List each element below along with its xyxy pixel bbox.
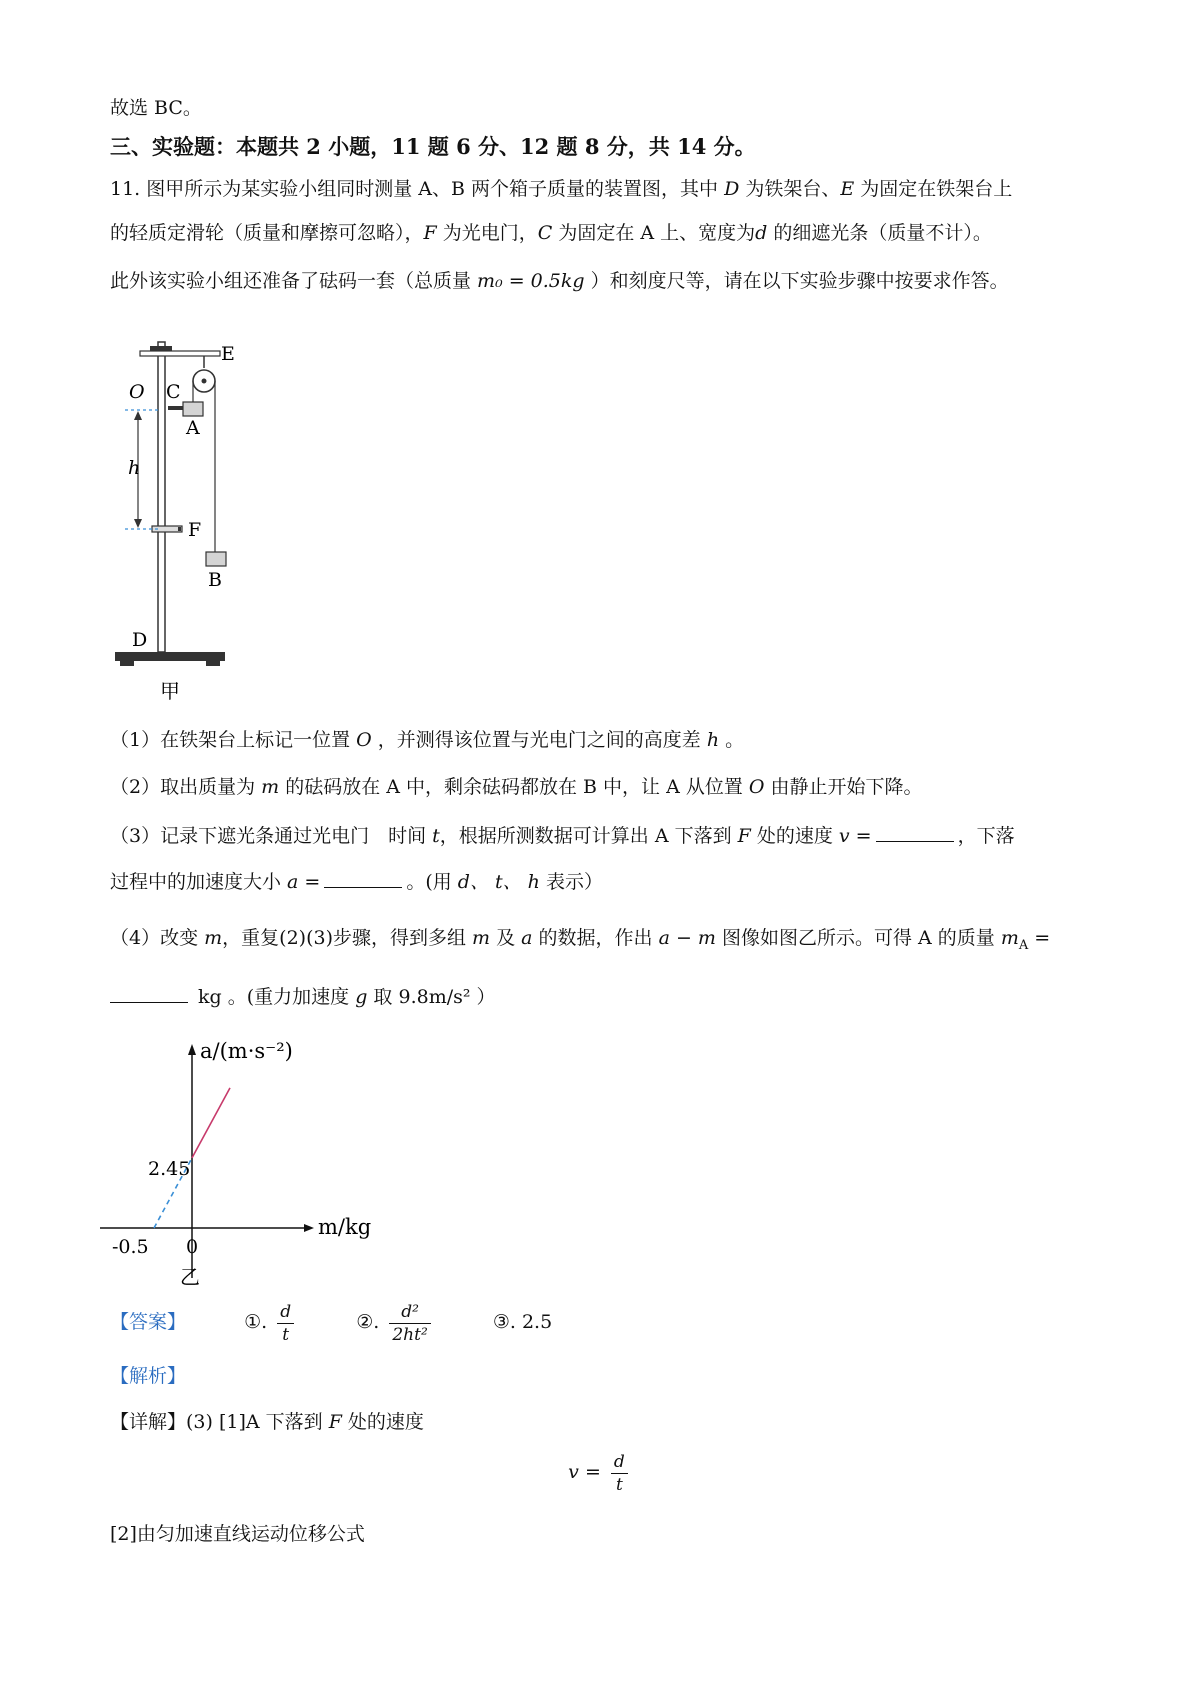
numerator: d — [277, 1301, 294, 1324]
symbol-D: D — [724, 178, 740, 200]
detail-label: 【详解】 — [110, 1411, 187, 1433]
subscript-A: A — [1018, 937, 1029, 953]
figure-caption-yi: 乙 — [180, 1265, 200, 1289]
q11-line-3 — [110, 267, 1009, 295]
answer-index-2: ②. — [356, 1311, 380, 1333]
section-heading: 三、实验题：本题共 2 小题，11 题 6 分、12 题 8 分，共 14 分。 — [110, 134, 756, 159]
step-4-line-1 — [110, 924, 1050, 960]
text: （4）改变 — [110, 927, 205, 949]
symbol-m: m — [472, 927, 491, 949]
photogate-sensor — [178, 527, 181, 531]
answer-blank-v[interactable] — [876, 823, 954, 842]
symbol-a: a — [521, 927, 533, 949]
symbol-F: F — [737, 825, 751, 847]
symbol-a-m: a − m — [658, 927, 716, 949]
text: ，重复(2)(3)步骤，得到多组 — [222, 927, 473, 949]
label-f: F — [188, 519, 202, 541]
detail-line-1 — [110, 1408, 424, 1436]
top-arm — [140, 351, 220, 356]
arrow-up-icon — [134, 411, 142, 420]
symbol-h: h — [706, 729, 720, 751]
prev-conclusion: 故选 BC。 — [110, 97, 202, 119]
symbol-E: E — [840, 178, 855, 200]
detail-line-2: [2]由匀加速直线运动位移公式 — [110, 1523, 365, 1545]
symbol-O: O — [356, 729, 372, 751]
symbol-t: t — [432, 825, 440, 847]
step-1 — [110, 726, 744, 754]
text: ，并测得该位置与光电门之间的高度差 — [371, 729, 707, 751]
answer-1-fraction — [277, 1301, 294, 1346]
text: 此外该实验小组还准备了砝码一套（总质量 — [110, 270, 478, 292]
stand-pole — [158, 342, 165, 652]
text: 为固定在铁架台上 — [854, 178, 1013, 200]
text: 为铁架台、 — [739, 178, 841, 200]
text: 。(重力加速度 — [221, 986, 356, 1008]
step-3-line-1 — [110, 822, 1015, 850]
stand-base — [115, 652, 225, 661]
y-axis-label: a/(m·s⁻²) — [200, 1039, 293, 1063]
step-4-line-2 — [110, 983, 496, 1011]
box-a — [183, 402, 203, 416]
symbol-mA: m — [1000, 927, 1019, 949]
answer-blank-a[interactable] — [324, 869, 402, 888]
answer-3: ③. 2.5 — [492, 1311, 553, 1333]
symbol-O: O — [748, 776, 765, 798]
unit-kg: kg — [192, 986, 222, 1008]
text: 的细遮光条（质量不计）。 — [767, 222, 992, 244]
label-a: A — [186, 417, 200, 439]
arrow-down-icon — [134, 519, 142, 528]
apparatus-diagram — [100, 340, 300, 710]
analysis-label: 【解析】 — [110, 1365, 187, 1387]
text: 表示） — [539, 871, 603, 893]
stand-foot — [206, 661, 220, 666]
symbol-d: d — [755, 222, 768, 244]
text: 的数据，作出 — [532, 927, 659, 949]
symbol-g: g — [355, 986, 368, 1008]
answer-row — [110, 1300, 552, 1346]
text: 处的速度 — [750, 825, 839, 847]
symbol-F: F — [423, 222, 437, 244]
symbol-C: C — [537, 222, 553, 244]
figure-caption-jia: 甲 — [160, 679, 180, 703]
text: ）和刻度尺等，请在以下实验步骤中按要求作答。 — [584, 270, 1009, 292]
x-axis-arrow-icon — [304, 1224, 314, 1232]
symbol-m: m — [261, 776, 280, 798]
equation-lhs: v = — [568, 1461, 601, 1483]
q11-line-1 — [110, 175, 1012, 203]
tick-label-intercept-y: 2.45 — [148, 1158, 191, 1180]
equation-fraction — [611, 1451, 628, 1496]
g-value: 9.8m/s² — [398, 986, 471, 1008]
answer-index-1: ①. — [244, 1311, 268, 1333]
text: 为固定在 A 上、宽度为 — [552, 222, 756, 244]
stand-foot — [120, 661, 134, 666]
text: 。 — [719, 729, 745, 751]
label-e: E — [221, 343, 235, 365]
symbol-a: a = — [287, 871, 321, 893]
answer-blank-mA[interactable] — [110, 984, 188, 1003]
text: 的轻质定滑轮（质量和摩擦可忽略）， — [110, 222, 424, 244]
q11-line-2 — [110, 219, 992, 247]
text: ） — [470, 986, 496, 1008]
text: （2）取出质量为 — [110, 776, 262, 798]
symbol-F: F — [328, 1411, 342, 1433]
step-2 — [110, 773, 923, 801]
numerator: d — [611, 1451, 628, 1474]
denominator: t — [282, 1324, 290, 1345]
mass-m0: m₀ = 0.5kg — [477, 270, 585, 292]
text: 由静止开始下降。 — [764, 776, 923, 798]
velocity-equation — [0, 1450, 1200, 1496]
text: 图像如图乙所示。可得 A 的质量 — [715, 927, 1001, 949]
tick-label-intercept-x: -0.5 — [112, 1236, 149, 1258]
text: 取 — [367, 986, 399, 1008]
text: 11. 图甲所示为某实验小组同时测量 A、B 两个箱子质量的装置图，其中 — [110, 178, 725, 200]
step-3-line-2 — [110, 868, 603, 896]
denominator: 2ht² — [392, 1324, 428, 1345]
symbol-m: m — [204, 927, 223, 949]
y-axis-arrow-icon — [188, 1044, 196, 1055]
x-axis-label: m/kg — [318, 1215, 372, 1239]
label-o: O — [129, 381, 145, 403]
text: （3）记录下遮光条通过光电门 时间 — [110, 825, 433, 847]
label-b: B — [208, 569, 222, 591]
label-c: C — [166, 381, 181, 403]
a-m-graph — [100, 1030, 400, 1290]
box-b — [206, 552, 226, 566]
text: ，根据所测数据可计算出 A 下落到 — [439, 825, 738, 847]
answer-2-fraction — [389, 1301, 430, 1346]
symbol-vars: d、 t、 h — [457, 871, 540, 893]
pulley-axle — [202, 379, 207, 384]
text: 为光电门， — [436, 222, 538, 244]
answer-label: 【答案】 — [110, 1311, 187, 1333]
text: 。(用 — [406, 871, 458, 893]
numerator: d² — [389, 1301, 430, 1324]
text: 及 — [490, 927, 522, 949]
text: （1）在铁架台上标记一位置 — [110, 729, 357, 751]
denominator: t — [615, 1474, 623, 1495]
label-h: h — [128, 457, 141, 479]
label-d: D — [132, 629, 148, 651]
series-line-measured — [192, 1088, 230, 1158]
symbol-v: v = — [838, 825, 872, 847]
text: = — [1028, 927, 1051, 949]
text: 处的速度 — [341, 1411, 424, 1433]
tick-label-origin: 0 — [186, 1236, 199, 1258]
shading-strip-c — [168, 406, 183, 410]
text: ，下落 — [957, 825, 1015, 847]
text: 过程中的加速度大小 — [110, 871, 288, 893]
text: (3) [1]A 下落到 — [186, 1411, 329, 1433]
text: 的砝码放在 A 中，剩余砝码都放在 B 中，让 A 从位置 — [279, 776, 749, 798]
